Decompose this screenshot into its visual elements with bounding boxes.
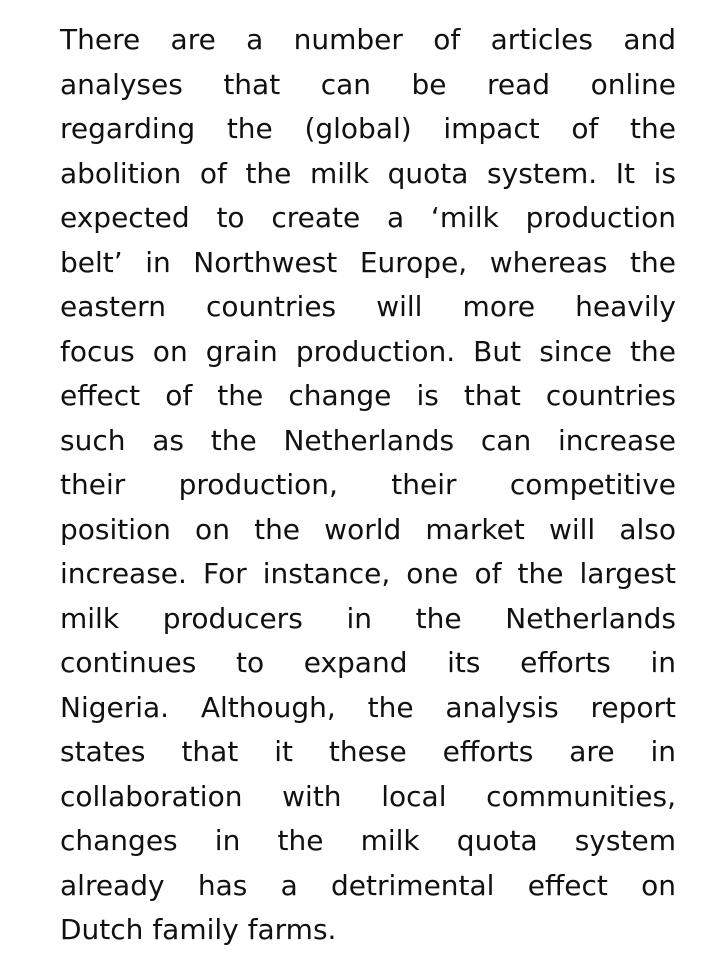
paragraph-line: regarding the (global) impact of the <box>60 112 676 145</box>
paragraph-line: There are a number of articles and <box>60 23 676 56</box>
paragraph-line: increase. For instance, one of the largest <box>60 557 676 590</box>
paragraph-line: Dutch family farms. <box>60 913 337 946</box>
paragraph-line: collaboration with local communities, <box>60 779 676 813</box>
paragraph-line: milk producers in the Netherlands <box>60 601 676 635</box>
body-paragraph <box>60 18 676 953</box>
paragraph-line: effect of the change is that countries <box>60 379 676 412</box>
paragraph-line: their production, their competitive <box>60 468 676 501</box>
paragraph-line: analyses that can be read online <box>60 67 676 101</box>
paragraph-line: changes in the milk quota system <box>60 824 676 857</box>
paragraph-line: expected to create a ‘milk production <box>60 201 676 234</box>
paragraph-line: focus on grain production. But since the <box>60 334 676 368</box>
paragraph-line: states that it these efforts are in <box>60 735 676 768</box>
paragraph-line: belt’ in Northwest Europe, whereas the <box>60 245 676 279</box>
paragraph-line: such as the Netherlands can increase <box>60 423 676 457</box>
paragraph-line: abolition of the milk quota system. It is <box>60 156 676 190</box>
paragraph-line: eastern countries will more heavily <box>60 290 676 323</box>
paragraph-line: continues to expand its efforts in <box>60 646 676 679</box>
paragraph-line: Nigeria. Although, the analysis report <box>60 690 676 724</box>
paragraph-line: already has a detrimental effect on <box>60 868 676 902</box>
paragraph-line: position on the world market will also <box>60 512 676 546</box>
